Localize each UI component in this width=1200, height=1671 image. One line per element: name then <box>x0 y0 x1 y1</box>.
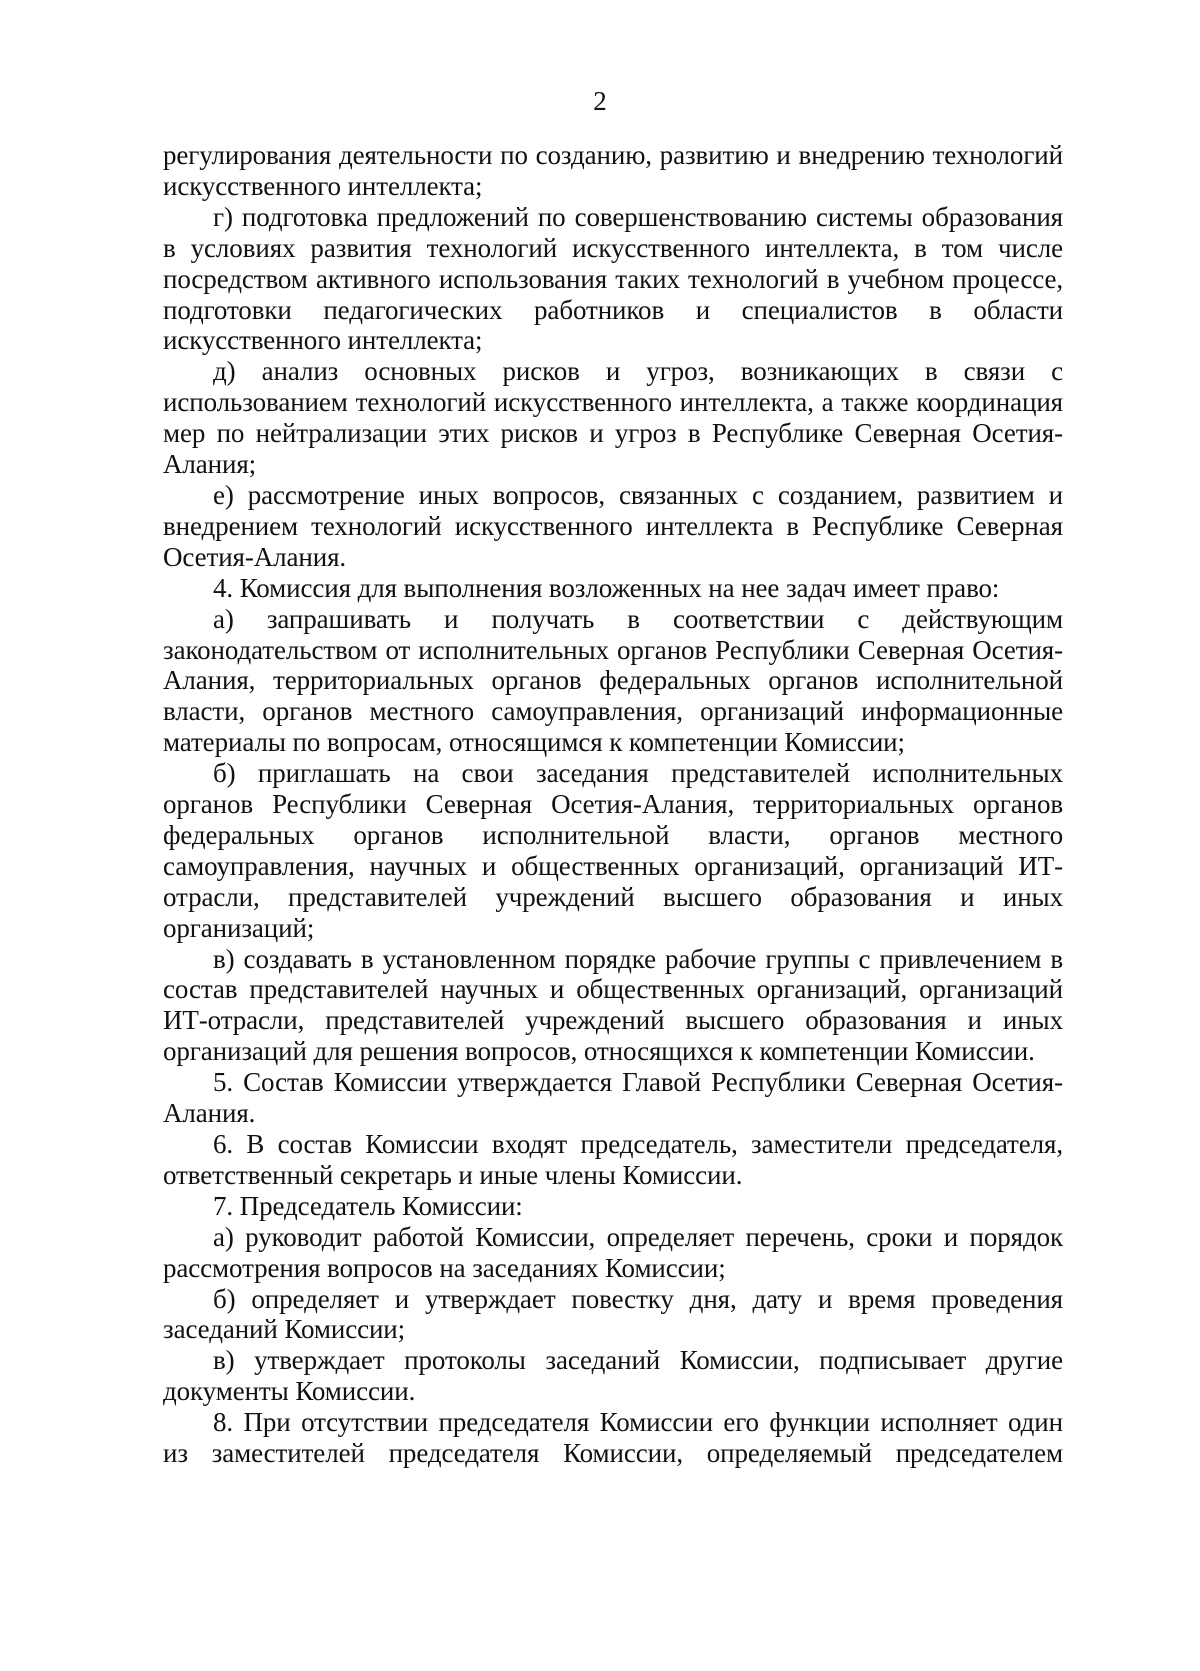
paragraph-clause-7-v: в) утверждает протоколы заседаний Комиссии, подписывает другие документы Комиссии. <box>163 1345 1063 1407</box>
paragraph-clause-4-b: б) приглашать на свои заседания представителей исполнительных органов Республики Северная Осетия-Алания, территориальных органов федеральных органов исполнительной власти, органов местного самоуправления, научных и общественных организаций, организаций ИТ-отрасли, представителей учреждений высшего образования и иных организаций; <box>163 758 1063 943</box>
page-number: 2 <box>593 86 607 116</box>
paragraph-item-e: е) рассмотрение иных вопросов, связанных с созданием, развитием и внедрением технологий искусственного интеллекта в Республике Северная Осетия-Алания. <box>163 479 1063 572</box>
paragraph-clause-7-b: б) определяет и утверждает повестку дня, дату и время проведения заседаний Комиссии; <box>163 1283 1063 1345</box>
paragraph-clause-6: 6. В состав Комиссии входят председатель, заместители председателя, ответственный секретарь и иные члены Комиссии. <box>163 1129 1063 1190</box>
paragraph-clause-4-a: а) запрашивать и получать в соответствии с действующим законодательством от исполнительных органов Республики Северная Осетия-Алания, территориальных органов федеральных органов исполнительной власти, органов местного самоуправления, организаций информационные материалы по вопросам, относящимся к компетенции Комиссии; <box>163 603 1063 758</box>
paragraph-clause-8: 8. При отсутствии председателя Комиссии его функции исполняет один из заместителей председателя Комиссии, определяемый председателем <box>163 1407 1063 1469</box>
paragraph-clause-5: 5. Состав Комиссии утверждается Главой Республики Северная Осетия-Алания. <box>163 1067 1063 1129</box>
paragraph-item-g: г) подготовка предложений по совершенствованию системы образования в условиях развития технологий искусственного интеллекта, в том числе посредством активного использования таких технологий в учебном процессе, подготовки педагогических работников и специалистов в области искусственного интеллекта; <box>163 201 1063 356</box>
paragraph-clause-4-v: в) создавать в установленном порядке рабочие группы с привлечением в состав представителей научных и общественных организаций, организаций ИТ-отрасли, представителей учреждений высшего образования и иных организаций для решения вопросов, относящихся к компетенции Комиссии. <box>163 943 1063 1067</box>
paragraph-continuation: регулирования деятельности по созданию, развитию и внедрению технологий искусственного интеллекта; <box>163 140 1063 201</box>
document-body <box>163 140 1063 1469</box>
paragraph-clause-4: 4. Комиссия для выполнения возложенных на нее задач имеет право: <box>213 572 1000 603</box>
paragraph-clause-7: 7. Председатель Комиссии: <box>213 1190 523 1221</box>
paragraph-clause-7-a: а) руководит работой Комиссии, определяет перечень, сроки и порядок рассмотрения вопросов на заседаниях Комиссии; <box>163 1221 1063 1283</box>
paragraph-item-d: д) анализ основных рисков и угроз, возникающих в связи с использованием технологий искусственного интеллекта, а также координация мер по нейтрализации этих рисков и угроз в Республике Северная Осетия-Алания; <box>163 356 1063 480</box>
